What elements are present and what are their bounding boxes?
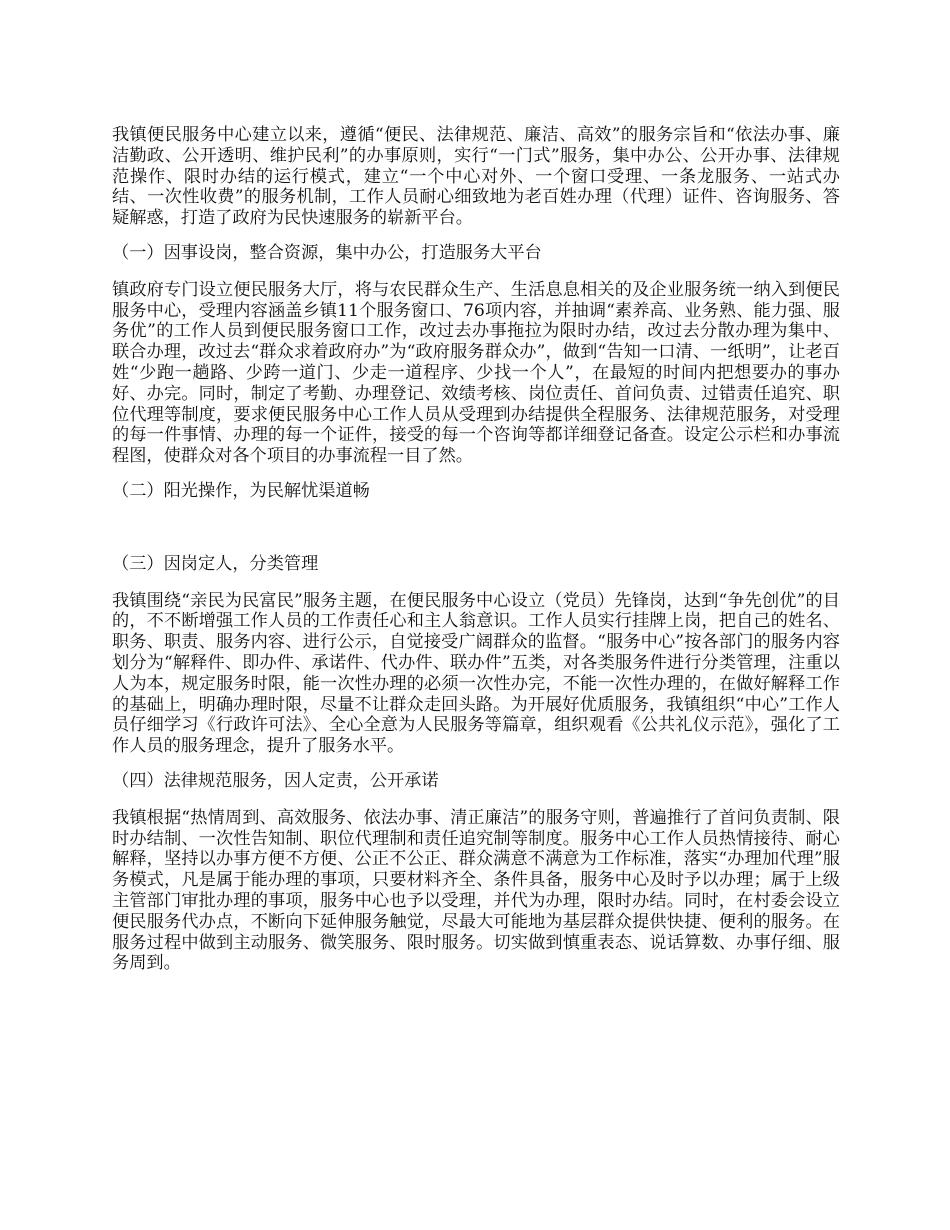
section-1-paragraph: 镇政府专门设立便民服务大厅，将与农民群众生产、生活息息相关的及企业服务统一纳入到便民服务中心，受理内容涵盖乡镇11个服务窗口、76项内容，并抽调“素养高、业务熟、能力强、服务优”的工作人员到便民服务窗口工作，改过去办事拖拉为限时办结，改过去分散办理为集中、联合办理，改过去“群众求着政府办”为“政府服务群众办”，做到“告知一口清、一纸明”，让老百姓“少跑一趟路、少跨一道门、少走一道程序、少找一个人”，在最短的时间内把想要办的事办好、办完。同时，制定了考勤、办理登记、效绩考核、岗位责任、首问负责、过错责任追究、职位代理等制度，要求便民服务中心工作人员从受理到办结提供全程服务、法律规范服务，对受理的每一件事情、办理的每一个证件，接受的每一个咨询等都详细登记备查。设定公示栏和办事流程图，使群众对各个项目的办事流程一目了然。 [112,279,840,467]
section-3-paragraph: 我镇围绕“亲民为民富民”服务主题，在便民服务中心设立（党员）先锋岗，达到“争先创优”的目的，不不断增强工作人员的工作责任心和主人翁意识。工作人员实行挂牌上岗，把自己的姓名、职务、职责、服务内容、进行公示，自觉接受广阔群众的监督。“服务中心”按各部门的服务内容划分为“解释件、即办件、承诺件、代办件、联办件”五类，对各类服务件进行分类管理，注重以人为本，规定服务时限，能一次性办理的必须一次性办完，不能一次性办理的，在做好解释工作的基础上，明确办理时限，尽量不让群众走回头路。为开展好优质服务，我镇组织“中心”工作人员仔细学习《行政许可法》、全心全意为人民服务等篇章，组织观看《公共礼仪示范》，强化了工作人员的服务理念，提升了服务水平。 [112,590,840,757]
section-3-heading: （三）因岗定人，分类管理 [112,553,319,574]
document-page [112,125,840,974]
section-4-paragraph: 我镇根据“热情周到、高效服务、依法办事、清正廉洁”的服务守则，普遍推行了首问负责制、限时办结制、一次性告知制、职位代理制和责任追究制等制度。服务中心工作人员热情接待、耐心解释，坚持以办事方便不方便、公正不公正、群众满意不满意为工作标准，落实“办理加代理”服务模式，凡是属于能办理的事项，只要材料齐全、条件具备，服务中心及时予以办理；属于上级主管部门审批办理的事项，服务中心也予以受理，并代为办理，限时办结。同时，在村委会设立便民服务代办点，不断向下延伸服务触觉，尽最大可能地为基层群众提供快捷、便利的服务。在服务过程中做到主动服务、微笑服务、限时服务。切实做到慎重表态、说话算数、办事仔细、服务周到。 [112,807,840,974]
section-2-heading: （二）阳光操作，为民解忧渠道畅 [112,480,370,501]
intro-paragraph: 我镇便民服务中心建立以来，遵循“便民、法律规范、廉洁、高效”的服务宗旨和“依法办事、廉洁勤政、公开透明、维护民利”的办事原则，实行“一门式”服务，集中办公、公开办事、法律规范操作、限时办结的运行模式，建立“一个中心对外、一个窗口受理、一条龙服务、一站式办结、一次性收费”的服务机制，工作人员耐心细致地为老百姓办理（代理）证件、咨询服务、答疑解惑，打造了政府为民快速服务的崭新平台。 [112,125,840,229]
section-4-heading: （四）法律规范服务，因人定责，公开承诺 [112,770,439,791]
section-1-heading: （一）因事设岗，整合资源，集中办公，打造服务大平台 [112,242,542,263]
